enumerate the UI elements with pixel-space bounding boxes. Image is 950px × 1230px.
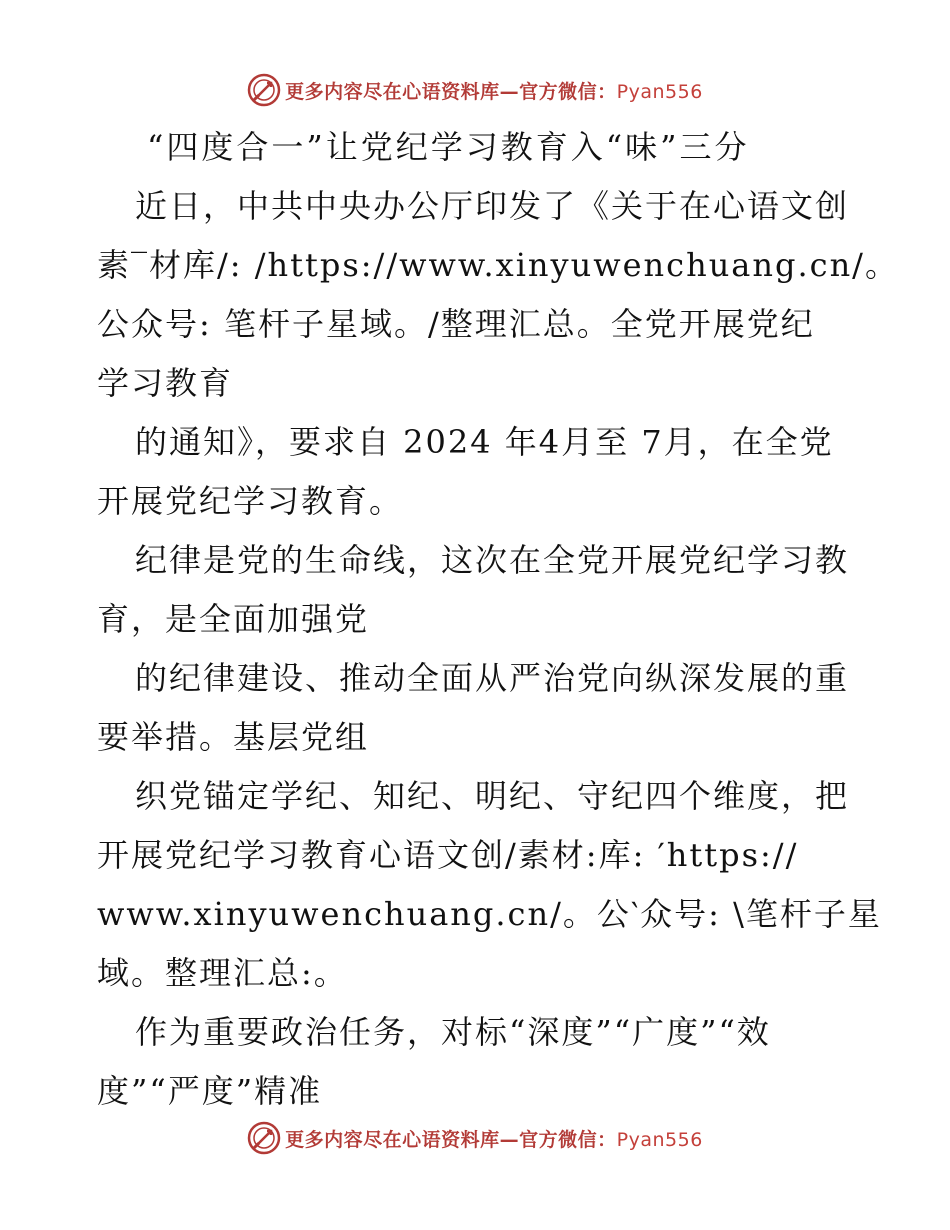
watermark-id: Pyan556 <box>616 1128 703 1151</box>
paragraph-line: 的通知》，要求自 2024 年4月至 7月，在全党 <box>135 423 834 461</box>
paragraph-line: 开展党纪学习教育。 <box>97 482 404 520</box>
paragraph-line: www.xinyuwenchuang.cn/。公‵众号: \笔杆子星 <box>97 895 882 933</box>
footer-watermark <box>0 1118 950 1158</box>
watermark-text: 更多内容尽在心语资料库—官方微信：Pyan556 <box>285 80 703 103</box>
paragraph-line: 度”“严度”精准 <box>97 1072 323 1110</box>
paragraph-line: 的纪律建设、推动全面从严治党向纵深发展的重 <box>135 659 850 697</box>
paragraph-line: 素‾材库/: /https://www.xinyuwenchuang.cn/。 <box>97 246 899 284</box>
paragraph-line: 域。整理汇总:。 <box>97 954 348 992</box>
brand-logo-icon <box>247 1121 281 1155</box>
paragraph-line: 近日，中共中央办公厅印发了《关于在心语文创 <box>135 187 850 225</box>
document-body <box>97 118 899 1121</box>
document-title: “四度合一”让党纪学习教育入“味”三分 <box>147 128 750 166</box>
paragraph-line: 作为重要政治任务，对标“深度”“广度”“效 <box>135 1013 771 1051</box>
paragraph-line: 育，是全面加强党 <box>97 600 370 638</box>
paragraph-line: 织党锚定学纪、知纪、明纪、守纪四个维度，把 <box>135 777 850 815</box>
paragraph-line: 公众号: 笔杆子星域。/整理汇总。全党开展党纪 <box>97 305 815 343</box>
paragraph-line: 开展党纪学习教育心语文创/素材:库: ′https:// <box>97 836 799 874</box>
header-watermark <box>0 70 950 110</box>
watermark-text: 更多内容尽在心语资料库—官方微信：Pyan556 <box>285 1128 703 1151</box>
watermark-id: Pyan556 <box>616 80 703 103</box>
brand-logo-icon <box>247 73 281 107</box>
paragraph-line: 要举措。基层党组 <box>97 718 370 756</box>
paragraph-line: 纪律是党的生命线，这次在全党开展党纪学习教 <box>135 541 850 579</box>
paragraph-line: 学习教育 <box>97 364 234 402</box>
